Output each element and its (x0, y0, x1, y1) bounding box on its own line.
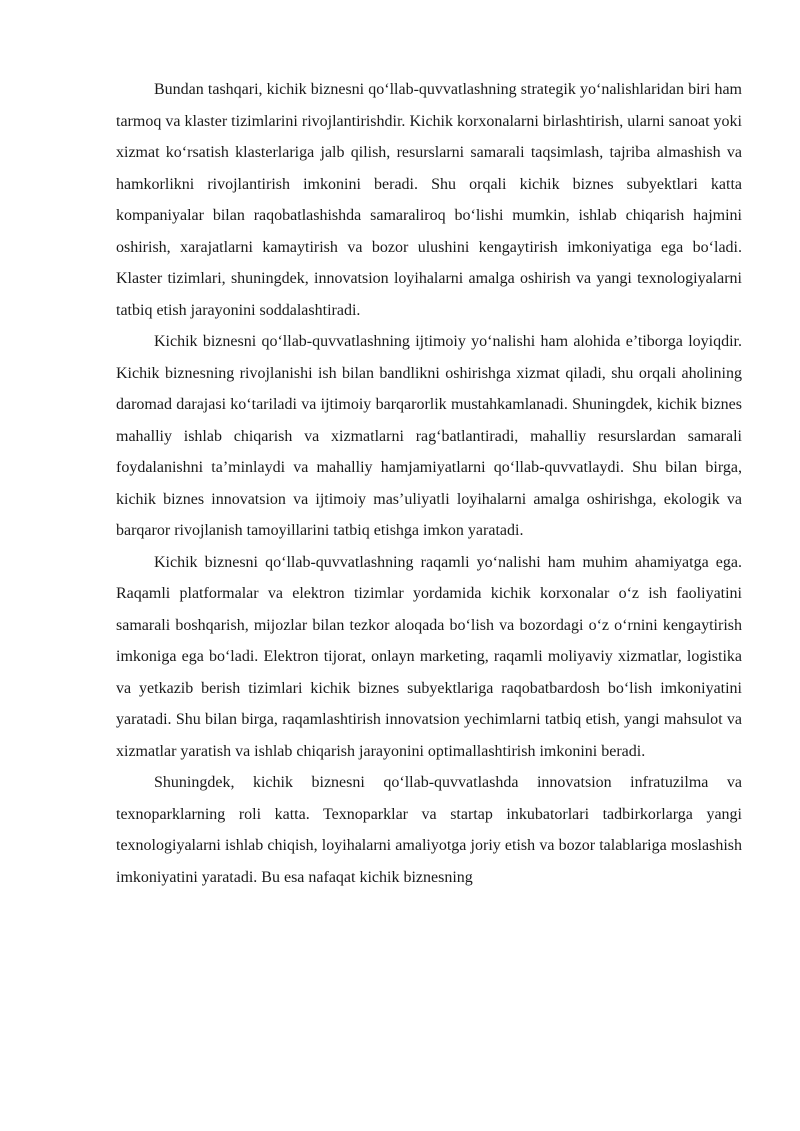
document-page (116, 74, 742, 893)
paragraph-raqamli-yonalish: Kichik biznesni qo‘llab-quvvatlashning raqamli yo‘nalishi ham muhim ahamiyatga ega. Raqamli platformalar va elektron tizimlar yordamida kichik korxonalar o‘z ish faoliyatini samarali boshqarish, mijozlar bilan tezkor aloqada bo‘lish va bozordagi o‘z o‘rnini kengaytirish imkoniga ega bo‘ladi. Elektron tijorat, onlayn marketing, raqamli moliyaviy xizmatlar, logistika va yetkazib berish tizimlari kichik biznes subyektlariga raqobatbardosh bo‘lish imkoniyatini yaratadi. Shu bilan birga, raqamlashtirish innovatsion yechimlarni tatbiq etish, yangi mahsulot va xizmatlar yaratish va ishlab chiqarish jarayonini optimallashtirish imkonini beradi. (116, 553, 742, 760)
paragraph-klaster-tizimlari: Bundan tashqari, kichik biznesni qo‘llab-quvvatlashning strategik yo‘nalishlaridan biri ham tarmoq va klaster tizimlarini rivojlantirishdir. Kichik korxonalarni birlashtirish, ularni sanoat yoki xizmat ko‘rsatish klasterlariga jalb qilish, resurslarni samarali taqsimlash, tajriba almashish va hamkorlikni rivojlantirish imkonini beradi. Shu orqali kichik biznes subyektlari katta kompaniyalar bilan raqobatlashishda samaraliroq bo‘lishi mumkin, ishlab chiqarish hajmini oshirish, xarajatlarni kamaytirish va bozor ulushini kengaytirish imkoniyatiga ega bo‘ladi. Klaster tizimlari, shuningdek, innovatsion loyihalarni amalga oshirish va yangi texnologiyalarni tatbiq etish jarayonini soddalashtiradi. (116, 81, 742, 319)
paragraph-innovatsion-infratuzilma: Shuningdek, kichik biznesni qo‘llab-quvvatlashda innovatsion infratuzilma va texnoparklarning roli katta. Texnoparklar va startap inkubatorlari tadbirkorlarga yangi texnologiyalarni ishlab chiqish, loyihalarni amaliyotga joriy etish va bozor talablariga moslashish imkoniyatini yaratadi. Bu esa nafaqat kichik biznesning (116, 774, 742, 886)
paragraph-ijtimoiy-yonalish: Kichik biznesni qo‘llab-quvvatlashning ijtimoiy yo‘nalishi ham alohida e’tiborga loyiqdir. Kichik biznesning rivojlanishi ish bilan bandlikni oshirishga xizmat qiladi, shu orqali aholining daromad darajasi ko‘tariladi va ijtimoiy barqarorlik mustahkamlanadi. Shuningdek, kichik biznes mahalliy ishlab chiqarish va xizmatlarni rag‘batlantiradi, mahalliy resurslardan samarali foydalanishni ta’minlaydi va mahalliy hamjamiyatlarni qo‘llab-quvvatlaydi. Shu bilan birga, kichik biznes innovatsion va ijtimoiy mas’uliyatli loyihalarni amalga oshirishga, ekologik va barqaror rivojlanish tamoyillarini tatbiq etishga imkon yaratadi. (116, 333, 742, 539)
